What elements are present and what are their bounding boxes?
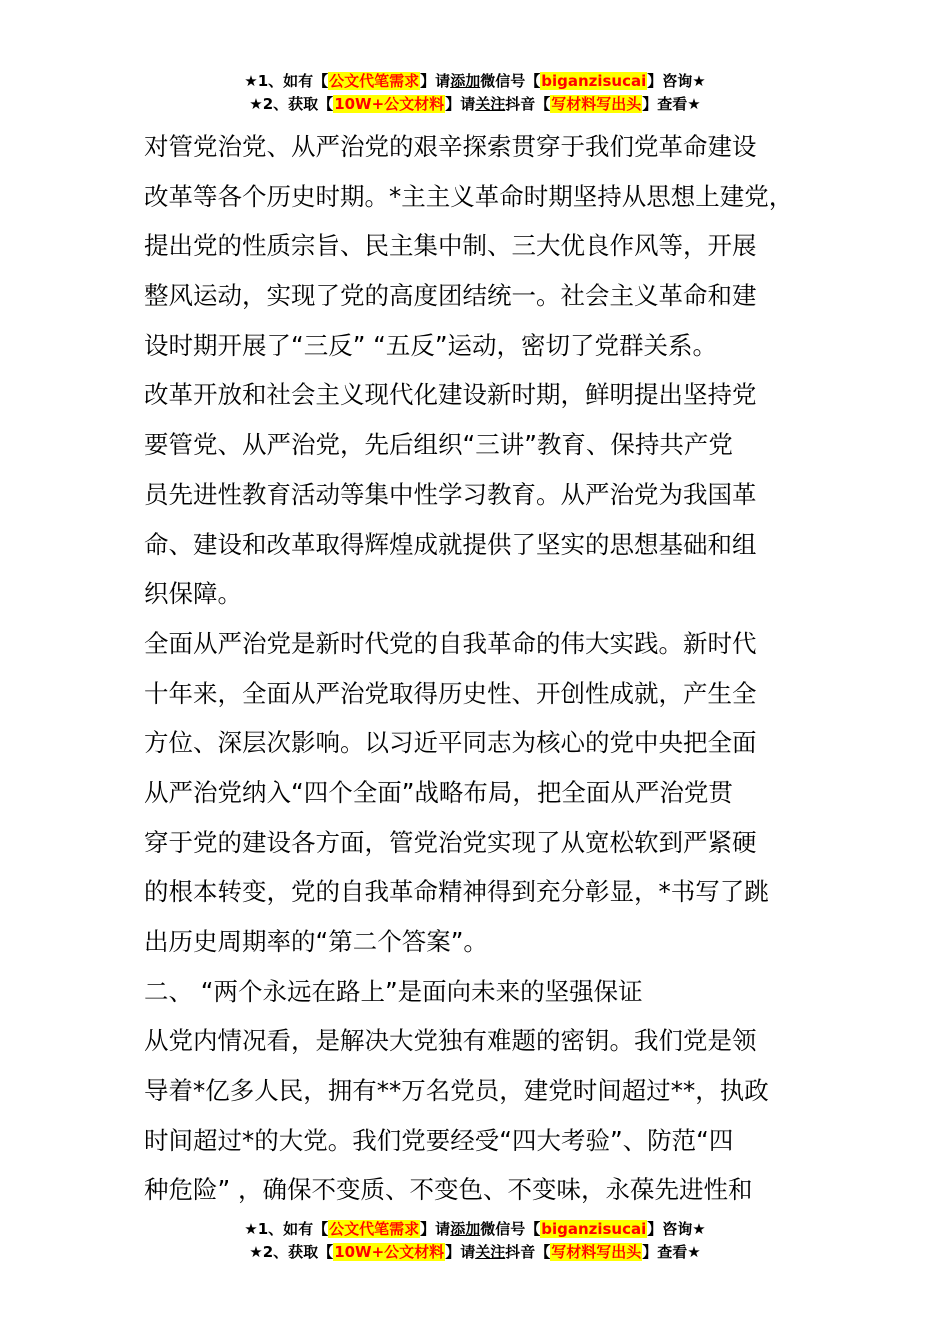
body-line: 从党内情况看，是解决大党独有难题的密钥。我们党是领	[144, 1026, 757, 1056]
header-banner	[0, 70, 950, 116]
banner-text: 】咨询★	[647, 72, 706, 90]
section-heading: 二、 “两个永远在路上”是面向未来的坚强保证	[144, 976, 643, 1006]
banner-text: 】咨询★	[647, 1220, 706, 1238]
banner-text: ★2、获取【	[249, 1243, 334, 1261]
body-line: 方位、深层次影响。以习近平同志为核心的党中央把全面	[144, 728, 757, 758]
banner-highlight: 写材料写出头	[551, 1243, 642, 1261]
banner-text: 抖音【	[505, 1243, 551, 1261]
banner-text: 】请	[420, 72, 451, 90]
footer-banner	[0, 1218, 950, 1264]
body-line: 从严治党纳入“四个全面”战略布局，把全面从严治党贯	[144, 777, 733, 807]
body-line: 的根本转变，党的自我革命精神得到充分彰显，*书写了跳	[144, 877, 769, 907]
banner-text: 微信号【	[480, 1220, 541, 1238]
body-line: 员先进性教育活动等集中性学习教育。从严治党为我国革	[144, 479, 757, 509]
body-line: 十年来，全面从严治党取得历史性、开创性成就，产生全	[144, 678, 757, 708]
banner-highlight: biganzisucai	[541, 72, 647, 90]
body-line: 改革等各个历史时期。*主主义革命时期坚持从思想上建党，	[144, 181, 794, 211]
body-line: 出历史周期率的“第二个答案”。	[144, 927, 488, 956]
document-body	[144, 122, 834, 1215]
body-line: 全面从严治党是新时代党的自我革命的伟大实践。新时代	[144, 628, 757, 658]
body-line: 织保障。	[144, 579, 242, 609]
banner-underlined-text: 关注	[475, 95, 506, 113]
banner-highlight: 10W+公文材料	[334, 95, 445, 113]
banner-line-2	[0, 1241, 950, 1264]
banner-text: 】查看★	[642, 1243, 701, 1261]
banner-highlight: biganzisucai	[541, 1220, 647, 1238]
banner-text: 】查看★	[642, 95, 701, 113]
banner-highlight: 公文代笔需求	[329, 72, 420, 90]
banner-line-2	[0, 93, 950, 116]
body-line: 提出党的性质宗旨、民主集中制、三大优良作风等，开展	[144, 231, 757, 261]
body-line: 时间超过*的大党。我们党要经受“四大考验”、防范“四	[144, 1125, 734, 1155]
banner-text: 微信号【	[480, 72, 541, 90]
body-line: 对管党治党、从严治党的艰辛探索贯穿于我们党革命建设	[144, 132, 757, 161]
banner-highlight: 写材料写出头	[551, 95, 642, 113]
body-line: 设时期开展了“三反” “五反”运动，密切了党群关系。	[144, 330, 718, 360]
banner-text: ★1、如有【	[244, 1220, 329, 1238]
banner-text: 抖音【	[505, 95, 551, 113]
banner-underlined-text: 添加	[450, 1220, 481, 1238]
banner-text: ★2、获取【	[249, 95, 334, 113]
body-line: 整风运动，实现了党的高度团结统一。社会主义革命和建	[144, 281, 757, 311]
banner-text: 】请	[445, 1243, 476, 1261]
body-line: 命、建设和改革取得辉煌成就提供了坚实的思想基础和组	[144, 529, 757, 559]
banner-text: 】请	[445, 95, 476, 113]
body-line: 导着*亿多人民，拥有**万名党员，建党时间超过**，执政	[144, 1076, 769, 1106]
banner-line-1	[0, 1218, 950, 1241]
body-line: 改革开放和社会主义现代化建设新时期，鲜明提出坚持党	[144, 380, 757, 410]
banner-text: ★1、如有【	[244, 72, 329, 90]
banner-text: 】请	[420, 1220, 451, 1238]
body-line: 种危险” ，确保不变质、不变色、不变味，永葆先进性和	[144, 1175, 753, 1205]
banner-highlight: 10W+公文材料	[334, 1243, 445, 1261]
banner-underlined-text: 关注	[475, 1243, 506, 1261]
body-line: 穿于党的建设各方面，管党治党实现了从宽松软到严紧硬	[144, 827, 757, 857]
banner-highlight: 公文代笔需求	[329, 1220, 420, 1238]
banner-line-1	[0, 70, 950, 93]
body-line: 要管党、从严治党，先后组织“三讲”教育、保持共产党	[144, 430, 733, 460]
banner-underlined-text: 添加	[450, 72, 481, 90]
